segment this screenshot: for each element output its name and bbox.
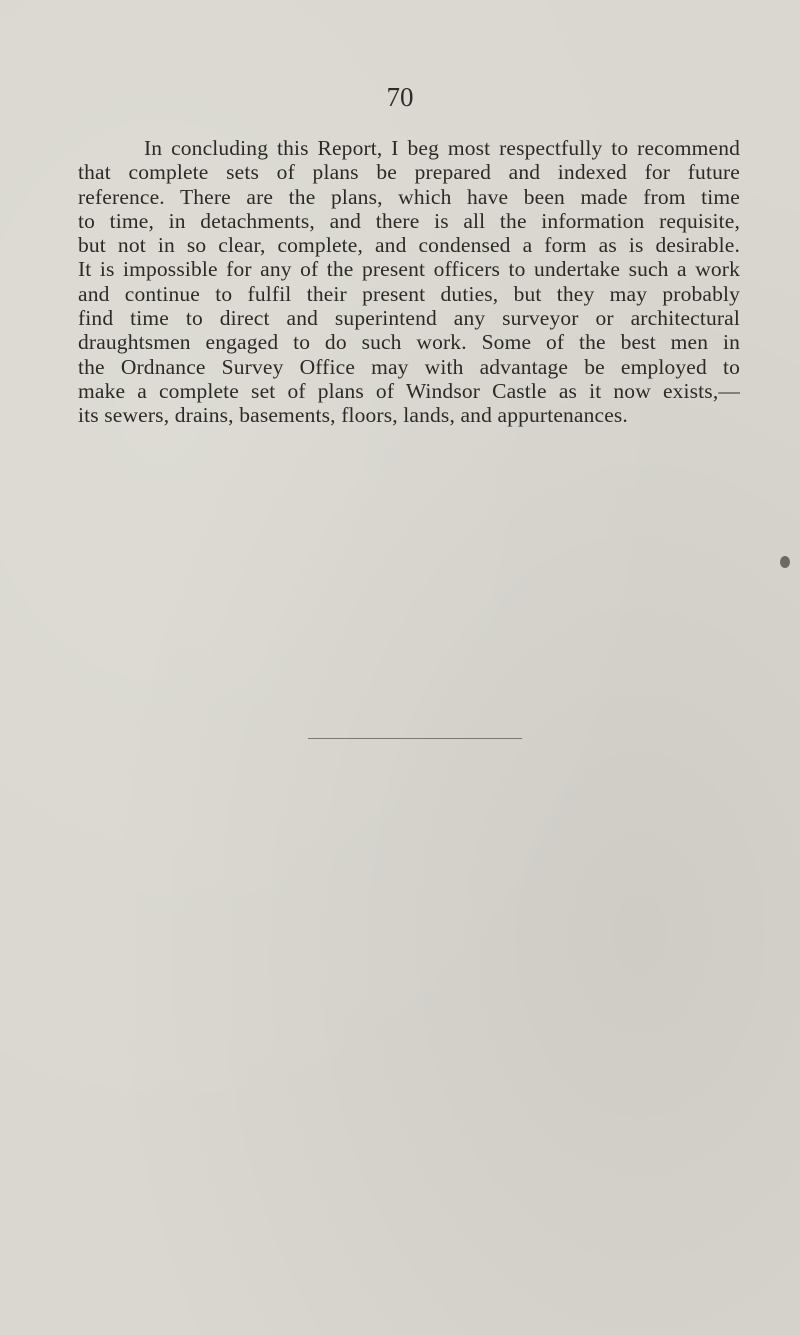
paragraph-line: In concluding this Report, I beg most respectfully to recommend xyxy=(144,136,740,160)
paragraph-line: It is impossible for any of the present officers to undertake such a work xyxy=(78,257,740,282)
section-divider xyxy=(308,738,522,739)
paragraph-line: reference. There are the plans, which have been made from time xyxy=(78,184,740,209)
paragraph-line: to time, in detachments, and there is all the information requisite, xyxy=(78,208,740,233)
paragraph-line: the Ordnance Survey Office may with advantage be employed to xyxy=(78,354,740,379)
paragraph-line: find time to direct and superintend any surveyor or architectural xyxy=(78,306,740,331)
paragraph-line: that complete sets of plans be prepared and indexed for future xyxy=(78,160,740,185)
paragraph-line: and continue to fulfil their present duties, but they may probably xyxy=(78,281,740,306)
paragraph-line: but not in so clear, complete, and condensed a form as is desirable. xyxy=(78,233,740,258)
report-paragraph xyxy=(78,136,740,428)
page-number: 70 xyxy=(386,82,414,112)
paragraph-line: make a complete set of plans of Windsor Castle as it now exists,— xyxy=(78,378,740,403)
paper-blemish xyxy=(780,556,790,568)
paragraph-line: its sewers, drains, basements, floors, lands, and appurtenances. xyxy=(78,403,628,428)
paragraph-line: draughtsmen engaged to do such work. Some of the best men in xyxy=(78,330,740,355)
